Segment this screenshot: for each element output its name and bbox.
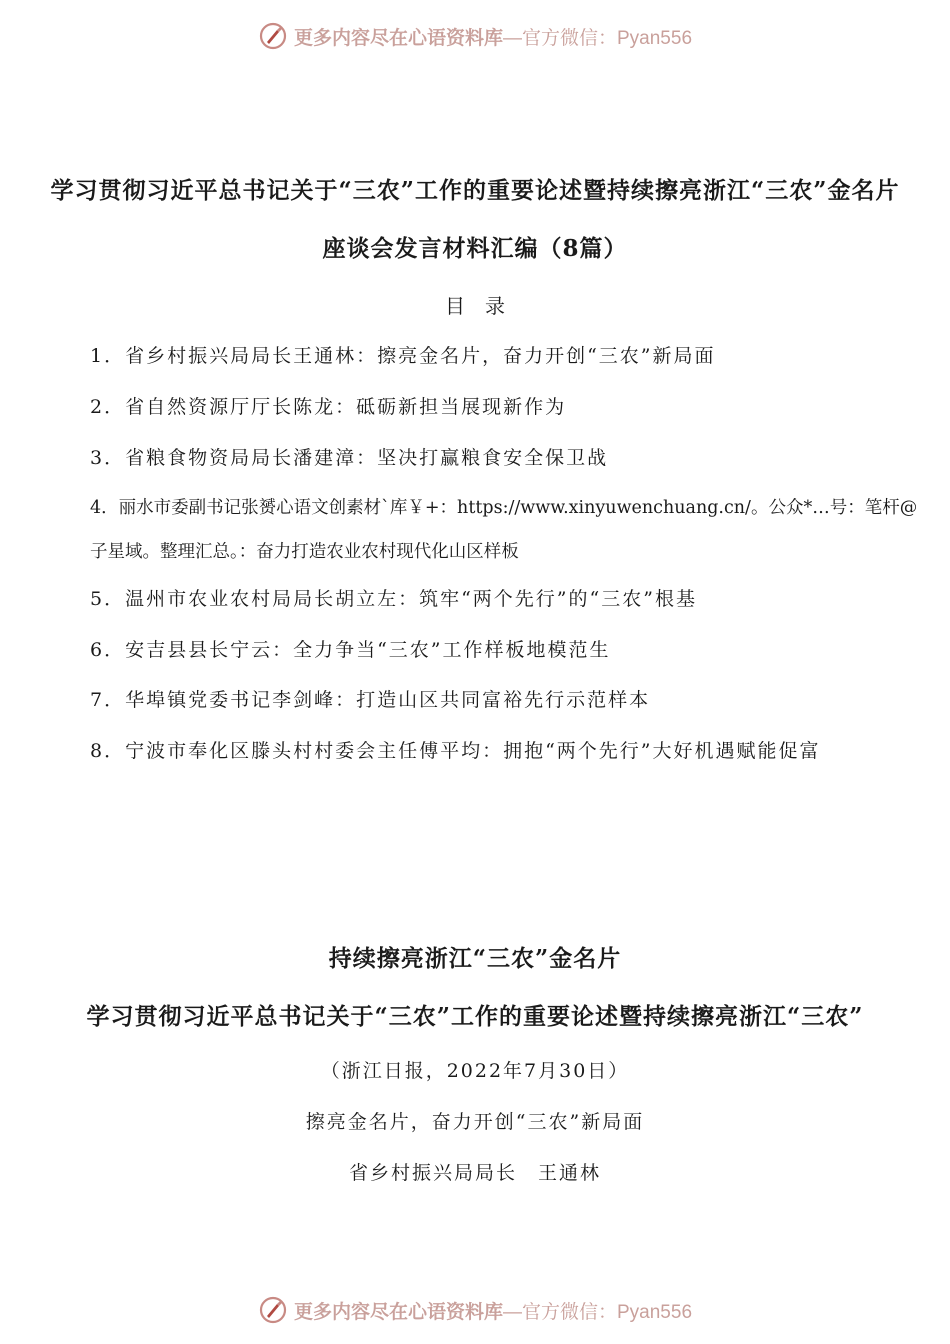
watermark-text: 更多内容尽在心语资料库: [293, 26, 503, 49]
toc-item-7: 7．华埠镇党委书记李剑峰：打造山区共同富裕先行示范样本: [90, 689, 651, 711]
section-source: （浙江日报，2022年7月30日）: [320, 1060, 630, 1082]
toc-item-3: 3．省粮食物资局局长潘建漳：坚决打赢粮食安全保卫战: [90, 447, 609, 469]
watermark-suffix: —官方微信：Pyan556: [503, 27, 693, 49]
document-title-line-2: 座谈会发言材料汇编（8篇）: [322, 235, 628, 262]
watermark-header: [0, 16, 950, 56]
toc-item-8: 8．宁波市奉化区滕头村村委会主任傅平均：拥抱“两个先行”大好机遇赋能促富: [90, 740, 821, 762]
watermark-text: 更多内容尽在心语资料库: [293, 1300, 503, 1323]
toc-item-4: 4．丽水市委副书记张赟心语文创素材`库￥+：https://www.xinyuwenchuang.cn/。公众*…号：笔杆@: [90, 498, 918, 518]
section-title-1: 持续擦亮浙江“三农”金名片: [328, 945, 622, 972]
toc-item-6: 6．安吉县县长宁云：全力争当“三农”工作样板地模范生: [90, 639, 611, 661]
section-author: 省乡村振兴局局长 王通林: [348, 1162, 601, 1184]
watermark-suffix: —官方微信：Pyan556: [503, 1301, 693, 1323]
toc-item-1: 1．省乡村振兴局局长王通林：擦亮金名片，奋力开创“三农”新局面: [90, 345, 716, 367]
section-subtitle: 擦亮金名片，奋力开创“三农”新局面: [305, 1111, 645, 1133]
document-title-line-1: 学习贯彻习近平总书记关于“三农”工作的重要论述暨持续擦亮浙江“三农”金名片: [50, 177, 900, 204]
watermark-footer: [0, 1290, 950, 1330]
toc-item-5: 5．温州市农业农村局局长胡立左：筑牢“两个先行”的“三农”根基: [90, 588, 697, 610]
toc-item-2: 2．省自然资源厅厅长陈龙：砥砺新担当展现新作为: [90, 396, 567, 418]
toc-heading: 目录: [445, 294, 525, 318]
section-title-2: 学习贯彻习近平总书记关于“三农”工作的重要论述暨持续擦亮浙江“三农”: [86, 1003, 864, 1030]
toc-item-4-continued: 子星域。整理汇总。：奋力打造农业农村现代化山区样板: [90, 542, 519, 562]
logo-icon: [258, 21, 288, 51]
logo-icon: [258, 1295, 288, 1325]
